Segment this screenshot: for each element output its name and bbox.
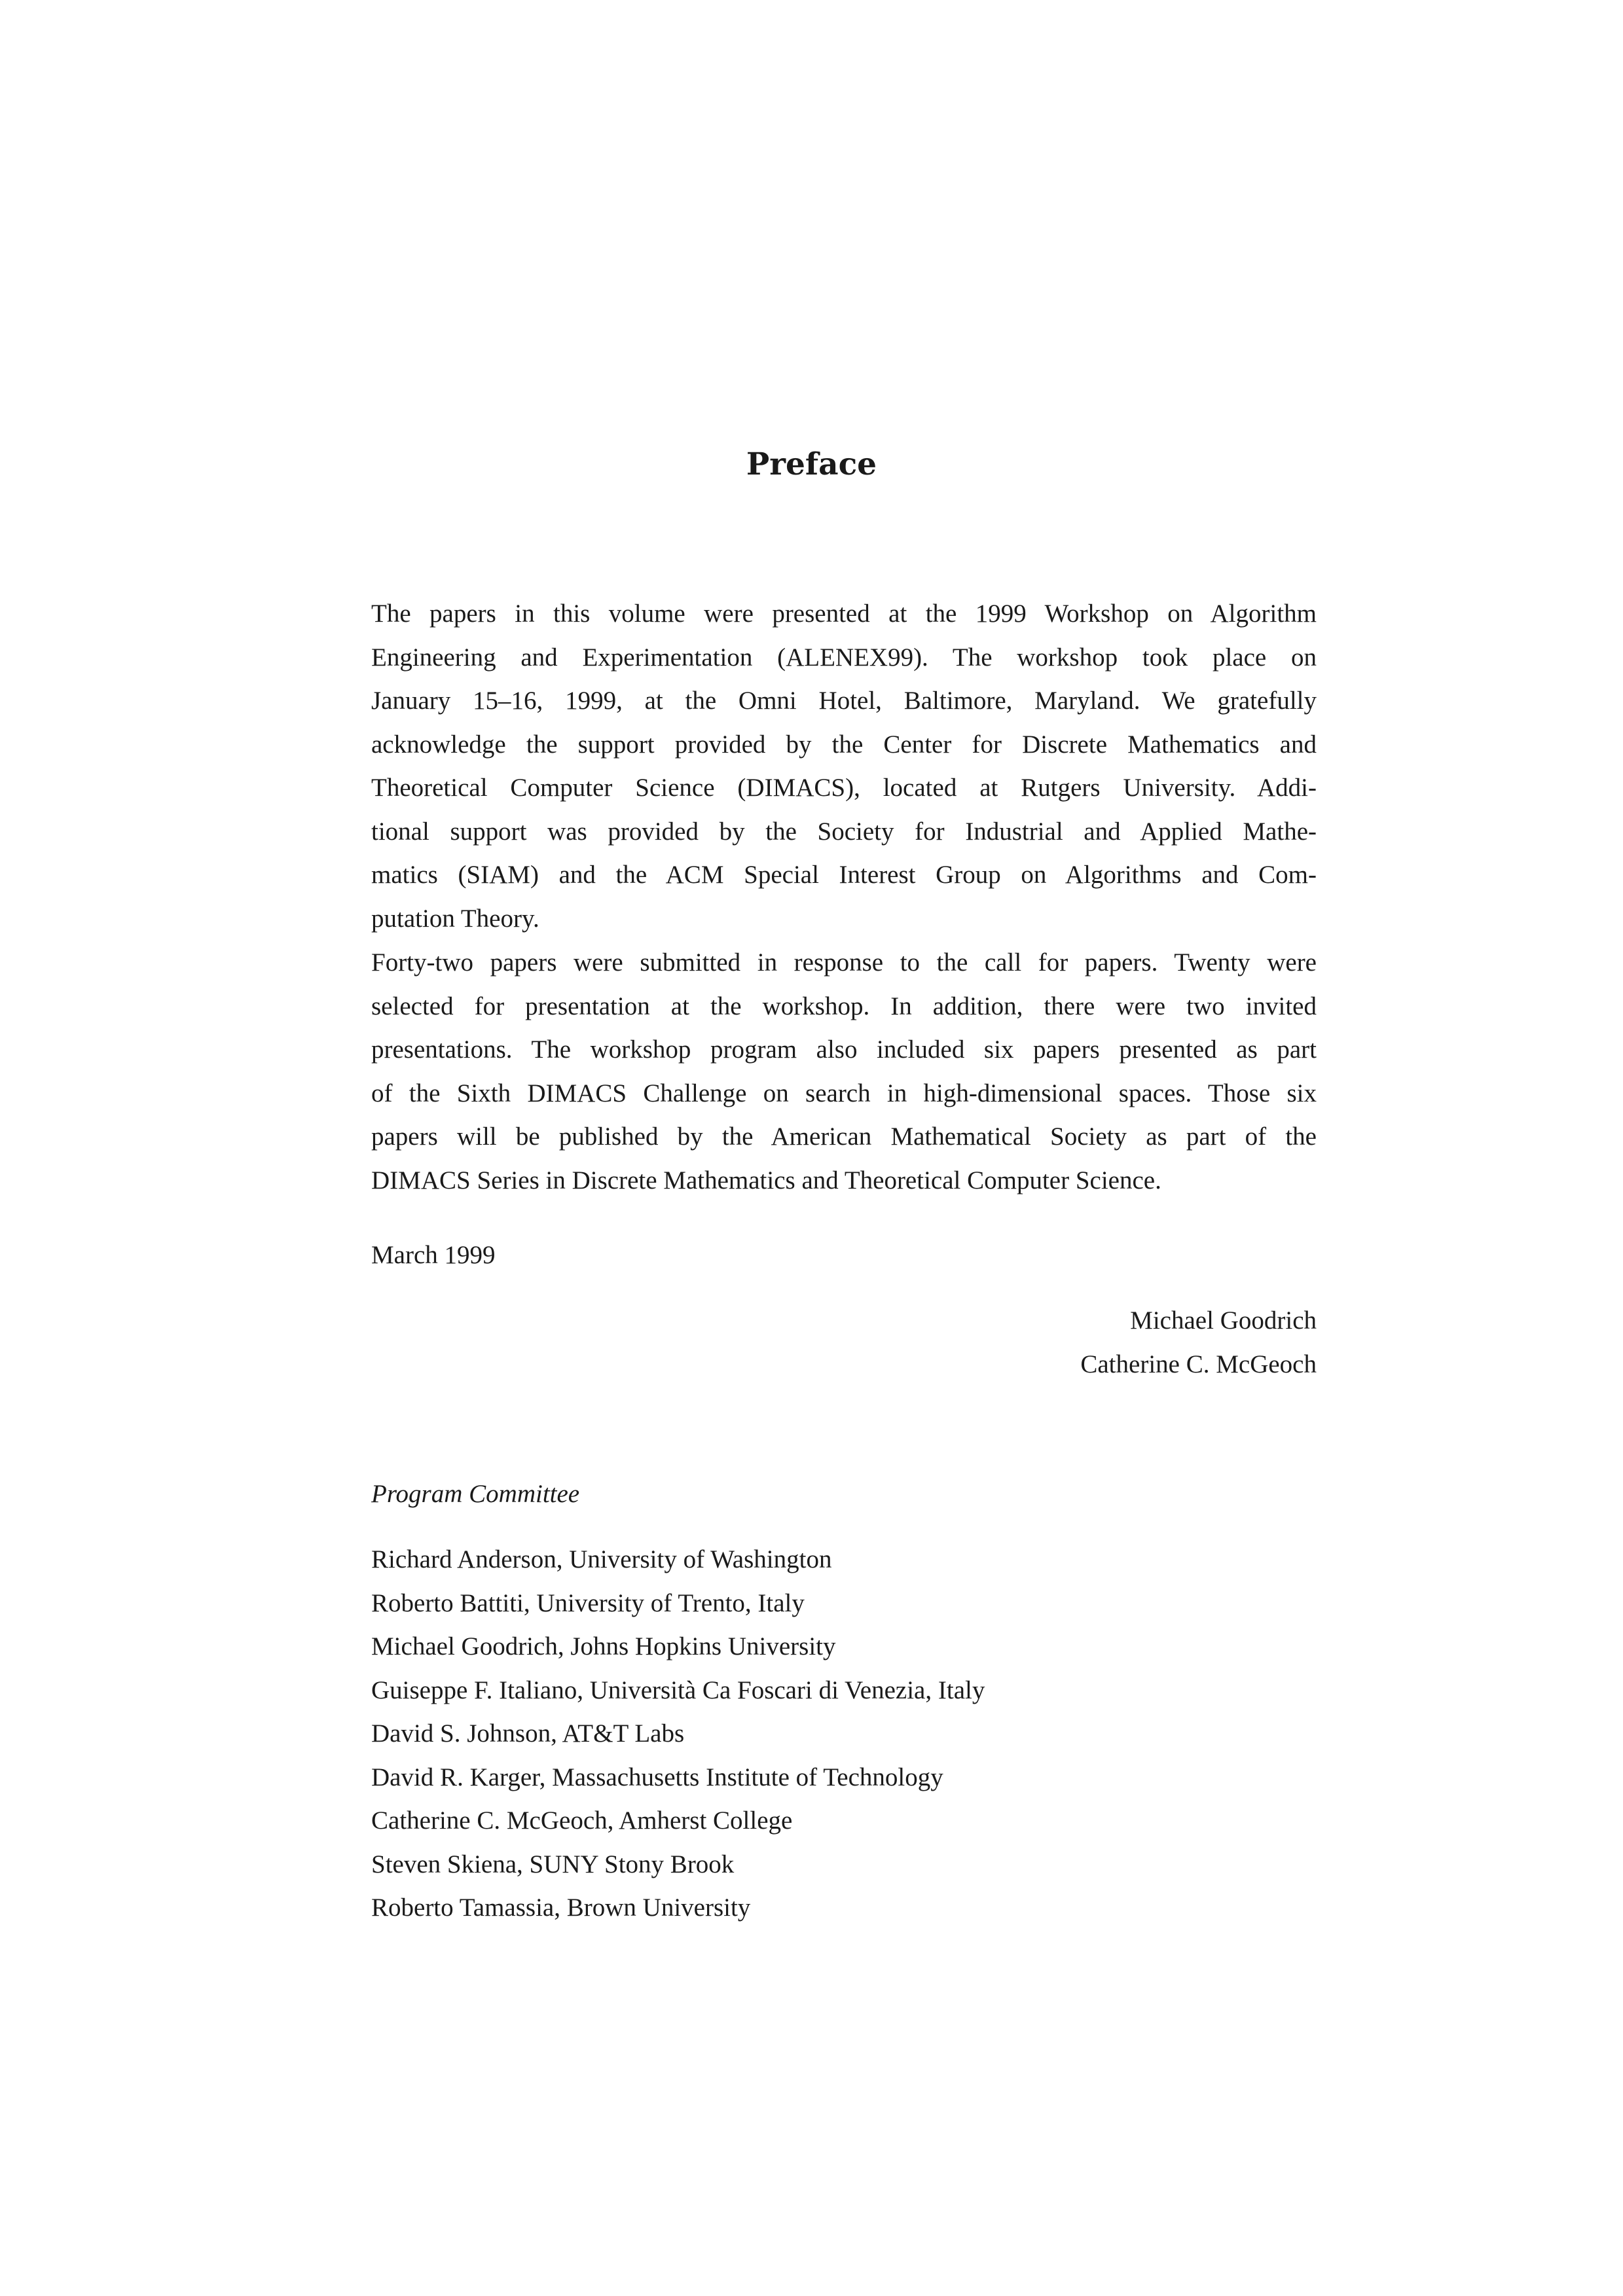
paragraph-line: of the Sixth DIMACS Challenge on search in high-dimensional spaces. Those six	[371, 1079, 1317, 1107]
committee-member: Richard Anderson, University of Washington	[371, 1545, 832, 1573]
signature-name: Catherine C. McGeoch	[1080, 1350, 1317, 1378]
paragraph-line: papers will be published by the American Mathematical Society as part of the	[371, 1122, 1317, 1151]
committee-member: David R. Karger, Massachusetts Institute of Technology	[371, 1763, 943, 1791]
paragraph-line: selected for presentation at the workshop. In addition, there were two invited	[371, 992, 1317, 1020]
page-title: Preface	[746, 446, 877, 482]
committee-member: Roberto Tamassia, Brown University	[371, 1893, 751, 1922]
paragraph-line: Theoretical Computer Science (DIMACS), located at Rutgers University. Addi-	[371, 774, 1317, 802]
committee-heading: Program Committee	[371, 1480, 580, 1508]
committee-member: Roberto Battiti, University of Trento, Italy	[371, 1588, 805, 1617]
committee-member: Steven Skiena, SUNY Stony Brook	[371, 1850, 735, 1878]
preface-paragraph-2	[371, 941, 1317, 1202]
paragraph-last-line: putation Theory.	[371, 904, 539, 933]
paragraph-line: matics (SIAM) and the ACM Special Interest Group on Algorithms and Com-	[371, 861, 1317, 889]
preface-date: March 1999	[371, 1241, 496, 1269]
committee-list	[371, 1538, 985, 1930]
paragraph-line: January 15–16, 1999, at the Omni Hotel, Baltimore, Maryland. We gratefully	[371, 687, 1317, 715]
signature-name: Michael Goodrich	[1130, 1306, 1317, 1335]
committee-member: Michael Goodrich, Johns Hopkins University	[371, 1632, 836, 1660]
paragraph-line: acknowledge the support provided by the Center for Discrete Mathematics and	[371, 730, 1317, 759]
signature-block	[371, 1299, 1317, 1386]
committee-member: Catherine C. McGeoch, Amherst College	[371, 1806, 793, 1835]
preface-paragraph-1	[371, 592, 1317, 941]
paragraph-line: Forty-two papers were submitted in response to the call for papers. Twenty were	[371, 948, 1317, 977]
paragraph-last-line: DIMACS Series in Discrete Mathematics and Theoretical Computer Science.	[371, 1166, 1161, 1194]
paragraph-line: tional support was provided by the Society for Industrial and Applied Mathe-	[371, 817, 1317, 846]
paragraph-line: presentations. The workshop program also included six papers presented as part	[371, 1035, 1317, 1064]
paragraph-line: The papers in this volume were presented at the 1999 Workshop on Algorithm	[371, 600, 1317, 628]
paragraph-line: Engineering and Experimentation (ALENEX99). The workshop took place on	[371, 643, 1317, 672]
committee-member: Guiseppe F. Italiano, Università Ca Foscari di Venezia, Italy	[371, 1676, 985, 1704]
committee-member: David S. Johnson, AT&T Labs	[371, 1719, 685, 1748]
